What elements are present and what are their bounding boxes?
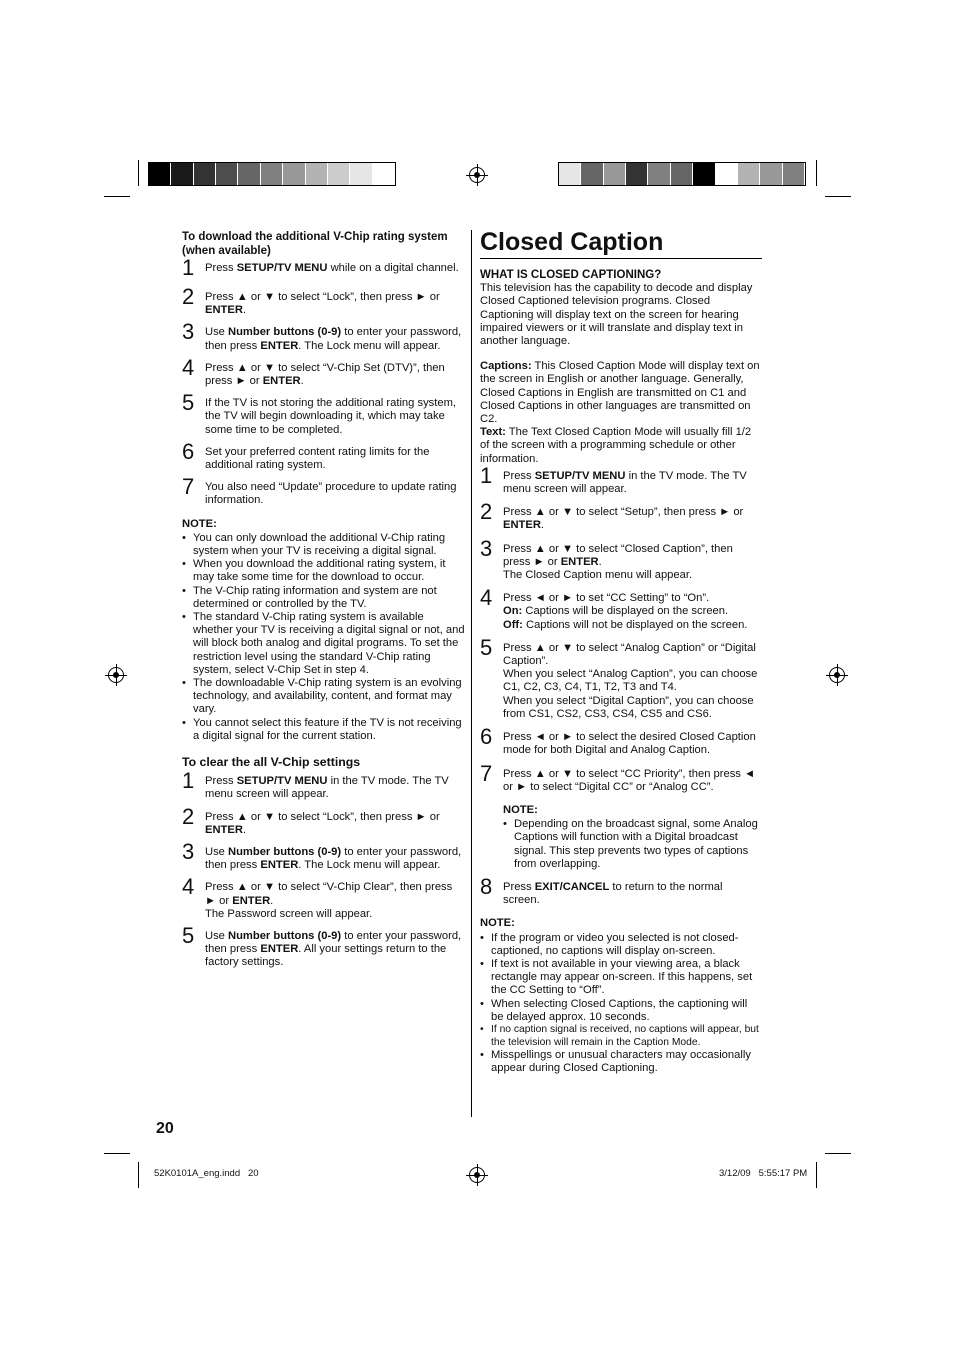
step-number: 1 (480, 462, 493, 488)
step-number: 7 (182, 474, 195, 500)
note-item: • When selecting Closed Captions, the captioning will be delayed approx. 10 seconds. (480, 998, 762, 1024)
step (182, 438, 465, 472)
step-text: . All your settings return to the factory settings. (205, 943, 447, 969)
step (182, 255, 465, 282)
step (480, 873, 762, 907)
note-item: • You cannot select this feature if the TV is not receiving a digital signal for the current station. (182, 717, 465, 743)
step-number: 5 (182, 390, 195, 416)
step-body (205, 326, 465, 352)
step (480, 634, 762, 721)
step-body (503, 731, 762, 757)
step (480, 585, 762, 632)
step-text: while on a digital channel. (327, 262, 459, 274)
bold-text: Number buttons (0-9) (228, 845, 342, 858)
crop-mark (104, 1153, 130, 1154)
bold-text: SETUP/TV MENU (534, 469, 626, 482)
color-swatch (604, 163, 626, 185)
step-body (503, 592, 762, 632)
step-text: Press ◄ or ► to set “CC Setting” to “On”. (503, 592, 710, 605)
bold-text: ENTER (262, 375, 301, 388)
color-swatch (171, 163, 193, 185)
note-item: • If text is not available in your viewing area, a black rectangle may appear on-screen. If this happens, set the CC Setting to “Off”. (480, 958, 762, 998)
step-text: Use (205, 929, 229, 942)
note-item: • The downloadable V-Chip rating system is an evolving technology, and availability, content, and format may vary. (182, 677, 465, 717)
step-number: 4 (480, 585, 493, 611)
step (182, 474, 465, 507)
bold-text: Off: (503, 618, 523, 631)
step-number: 7 (480, 760, 493, 786)
bold-text: SETUP/TV MENU (236, 262, 328, 274)
step-body (503, 881, 762, 907)
step-body (205, 446, 465, 472)
step-body (503, 506, 762, 532)
color-swatch (760, 163, 782, 185)
bold-text: ENTER (260, 859, 299, 872)
step (182, 768, 465, 801)
step-text: Press ▲ or ▼ to select “Setup”, then press ► or (503, 506, 744, 519)
step-text: to enter your password, then press (205, 326, 462, 352)
color-swatch (350, 163, 372, 185)
step (480, 499, 762, 532)
step-text: to return to the normal screen. (503, 880, 723, 907)
bold-text: SETUP/TV MENU (236, 775, 328, 788)
step-body (205, 881, 465, 921)
step (182, 284, 465, 317)
color-swatch (581, 163, 603, 185)
step-number: 2 (480, 499, 493, 525)
text-text: The Text Closed Caption Mode will usually fill 1/2 of the screen with a programming schedule or other information. (480, 426, 752, 465)
step (182, 390, 465, 437)
step-text: to enter your password, then press (205, 845, 462, 872)
what-heading: WHAT IS CLOSED CAPTIONING? (480, 269, 662, 281)
page-number: 20 (156, 1120, 174, 1137)
download-heading: To download the additional V-Chip rating system (when available) (182, 231, 448, 257)
step-text: Press (205, 262, 237, 274)
color-swatch (238, 163, 260, 185)
step (480, 760, 762, 871)
note-item: • The standard V-Chip rating system is available whether your TV is receiving a digital signal or not, and will block both analog and digital programs. To set the restriction level using the standard V-Chip rating system, select V-Chip Set in step 4. (182, 611, 465, 677)
step-text: . The Lock menu will appear. (298, 339, 441, 352)
step-text: Set your preferred content rating limits for the additional rating system. (205, 445, 430, 472)
step-body (205, 262, 465, 275)
step-text: You also need “Update” procedure to update rating information. (205, 481, 457, 507)
step-text: . (270, 894, 274, 907)
right-column (480, 228, 762, 1076)
step-text: Press ▲ or ▼ to select “Analog Caption” or “Digital Caption”. (503, 641, 756, 668)
step (182, 319, 465, 352)
step-body (205, 930, 465, 970)
step (480, 535, 762, 583)
bold-text: ENTER (503, 519, 541, 532)
crop-mark (816, 160, 817, 186)
crop-mark (825, 1153, 851, 1154)
step-number: 4 (182, 874, 195, 900)
what-text: This television has the capability to decode and display Closed Captioned television programs. Closed Captioning will display text on the screen for hearing impaired viewers or it will translate and display text in another language. (480, 282, 753, 348)
note-item: • You can only download the additional V-Chip rating system when your TV is receiving a digital signal. (182, 532, 465, 558)
step (182, 922, 465, 970)
step-text: Press ▲ or ▼ to select “V-Chip Set (DTV)”, then press ► or (205, 361, 445, 388)
step-text: to enter your password, then press (205, 929, 462, 956)
step-text: Press (205, 775, 237, 788)
color-swatch (671, 163, 693, 185)
step-number: 2 (182, 803, 195, 829)
step-text: Press ◄ or ► to select the desired Closed Caption mode for both Digital and Analog Caption. (503, 731, 756, 757)
step-body (205, 362, 465, 388)
crop-mark (816, 1162, 817, 1188)
color-swatch (626, 163, 648, 185)
step-body (503, 470, 762, 496)
note-item: • If no caption signal is received, no captions will appear, but the television will remain in the Caption Mode. (480, 1024, 762, 1049)
step-text: Press (503, 469, 535, 482)
step-text: . (242, 304, 247, 317)
color-swatch (328, 163, 350, 185)
note-item: • When you download the additional rating system, it may take some time for the download to occur. (182, 558, 465, 584)
note-item: • The V-Chip rating information and system are not determined or controlled by the TV. (182, 585, 465, 611)
color-swatch (194, 163, 216, 185)
step-extra: When you select “Analog Caption”, you can choose C1, C2, C3, C4, T1, T2, T3 and T4. (503, 668, 758, 694)
step-number: 3 (182, 838, 195, 864)
step-text: The Closed Caption menu will appear. (503, 569, 693, 582)
step-number: 6 (480, 724, 493, 750)
step-note-item: • Depending on the broadcast signal, some Analog Captions will function with a Digital broadcast signal. This step prevents two types of captions from overlapping. (503, 818, 762, 871)
step-body (205, 846, 465, 872)
step-number: 3 (182, 319, 195, 345)
color-swatch (738, 163, 760, 185)
step-number: 3 (480, 535, 493, 561)
step (182, 838, 465, 872)
column-divider (471, 230, 472, 1117)
left-notes (182, 532, 465, 743)
step-text: Captions will be displayed on the screen. (522, 605, 729, 618)
step-body (503, 768, 762, 794)
step-body (205, 291, 465, 317)
step-number: 4 (182, 354, 195, 380)
step-number: 5 (182, 922, 195, 948)
download-steps (182, 255, 465, 508)
step-body (205, 397, 465, 437)
right-notes (480, 932, 762, 1076)
step-body (503, 543, 762, 583)
step-text: . (598, 555, 602, 568)
text-label: Text: (480, 426, 506, 439)
bold-text: On: (503, 605, 523, 618)
step-extra: When you select “Digital Caption”, you can choose from CS1, CS2, CS3, CS4, CS5 and CS6. (503, 694, 754, 720)
footer-date: 3/12/09 5:55:17 PM (719, 1168, 808, 1179)
color-swatch (216, 163, 238, 185)
step-text: Press ▲ or ▼ to select “Closed Caption”, then press ► or (503, 542, 733, 568)
captions-text: This Closed Caption Mode will display text on the screen in English or another language. Generally, Closed Captions in English are transmitted on C1 and Closed Captions in other languages are transmitted on C2. (480, 360, 760, 426)
step-text: in the TV mode. The TV menu screen will appear. (205, 775, 449, 801)
step-text: in the TV mode. The TV menu screen will appear. (503, 469, 747, 496)
color-swatch (783, 163, 805, 185)
step-text: Press ▲ or ▼ to select “Lock”, then press ► or (205, 810, 440, 823)
text-paragraph (480, 426, 762, 466)
bold-text: Number buttons (0-9) (228, 929, 342, 942)
step-text: Press ▲ or ▼ to select “V-Chip Clear”, then press ► or (205, 881, 453, 907)
step-text: Captions will not be displayed on the screen. (522, 618, 748, 631)
bold-text: ENTER (205, 304, 243, 317)
step-text: The Password screen will appear. (205, 907, 373, 920)
clear-steps (182, 768, 465, 969)
step-number: 6 (182, 438, 195, 464)
color-swatch (306, 163, 328, 185)
step-text: Use (205, 845, 229, 858)
step-text: Press ▲ or ▼ to select “CC Priority”, then press ◄ or ► to select “Digital CC” or “Analog CC”. (503, 767, 756, 793)
step-number: 5 (480, 634, 493, 660)
step-body (205, 811, 465, 837)
bold-text: ENTER (232, 894, 271, 907)
crop-mark (825, 196, 851, 197)
registration-mark-icon (829, 667, 845, 683)
step-text: . (242, 823, 247, 836)
captions-label: Captions: (480, 360, 532, 373)
crop-mark (138, 1162, 139, 1188)
crop-mark (138, 160, 139, 186)
color-swatch (283, 163, 305, 185)
registration-mark-icon (108, 667, 124, 683)
step-body (503, 642, 762, 668)
color-bar-right (558, 162, 806, 186)
note-item: • If the program or video you selected is not closed-captioned, no captions will display on-screen. (480, 932, 762, 958)
step-number: 1 (182, 768, 195, 794)
clear-heading: To clear the all V-Chip settings (182, 755, 361, 770)
step (480, 462, 762, 496)
step-number: 2 (182, 284, 195, 309)
step-note-label: NOTE: (503, 803, 538, 816)
bold-text: ENTER (260, 339, 299, 352)
step (182, 874, 465, 921)
step-number: 8 (480, 873, 493, 899)
bold-text: ENTER (260, 943, 299, 956)
left-column (182, 230, 465, 979)
step-text: . (540, 519, 545, 532)
step-note-list (503, 818, 762, 871)
color-swatch (373, 163, 395, 185)
crop-mark (104, 196, 130, 197)
registration-mark-icon (469, 167, 485, 183)
caption-steps (480, 462, 762, 907)
color-swatch (716, 163, 738, 185)
bold-text: EXIT/CANCEL (534, 880, 610, 893)
note-label: NOTE: (480, 917, 515, 930)
bold-text: ENTER (560, 555, 599, 568)
step-text: Press ▲ or ▼ to select “Lock”, then press ► or (205, 291, 440, 303)
color-swatch (648, 163, 670, 185)
color-swatch (149, 163, 171, 185)
step (182, 354, 465, 388)
color-swatch (261, 163, 283, 185)
page-title: Closed Caption (480, 228, 762, 259)
bold-text: Number buttons (0-9) (228, 326, 342, 339)
bold-text: ENTER (205, 823, 243, 836)
color-swatch (559, 163, 581, 185)
step (182, 803, 465, 837)
step-text: If the TV is not storing the additional rating system, the TV will begin downloading it, which may take some time to be completed. (205, 397, 457, 436)
step-text: . (300, 375, 304, 388)
step-body (205, 775, 465, 801)
note-item: • Misspellings or unusual characters may occasionally appear during Closed Captioning. (480, 1049, 762, 1075)
registration-mark-icon (469, 1167, 485, 1183)
note-label: NOTE: (182, 517, 217, 530)
captions-paragraph (480, 360, 762, 426)
step-text: . The Lock menu will appear. (298, 859, 441, 872)
color-swatch (693, 163, 715, 185)
step-number: 1 (182, 255, 195, 280)
footer-file: 52K0101A_eng.indd 20 (154, 1168, 259, 1179)
step-text: Use (205, 326, 229, 339)
step-body (205, 481, 465, 507)
color-bar-left (148, 162, 396, 186)
step-text: Press (503, 880, 535, 893)
step (480, 724, 762, 757)
